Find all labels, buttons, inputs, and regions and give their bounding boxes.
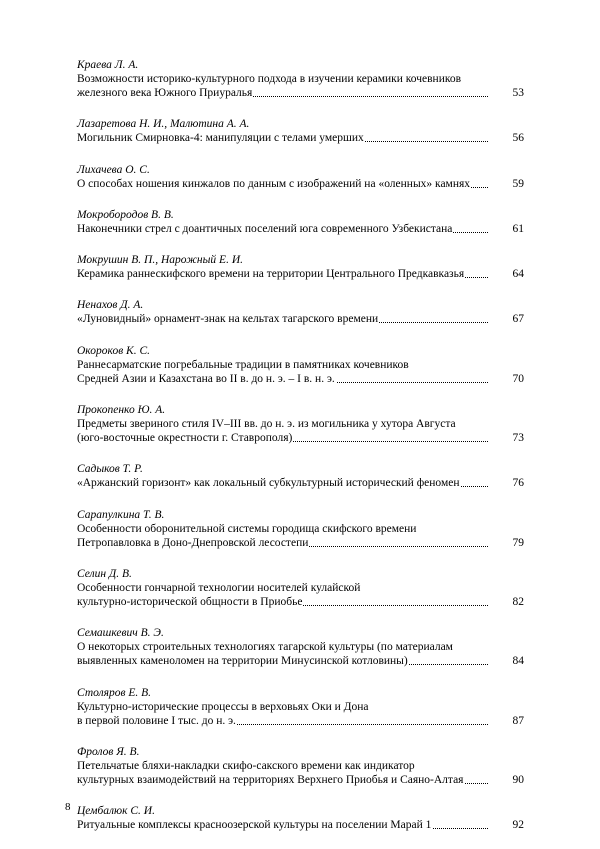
toc-title-text: культурно-исторической общности в Приобье xyxy=(77,595,303,608)
toc-page-number: 73 xyxy=(512,432,524,445)
page-number: 8 xyxy=(65,801,71,813)
toc-author: Фролов Я. В. xyxy=(77,745,140,758)
toc-title-text: О некоторых строительных технологиях тагарской культуры (по материалам xyxy=(77,641,453,654)
toc-entry xyxy=(77,298,524,326)
toc-page-number: 87 xyxy=(512,714,524,727)
toc-title-line xyxy=(77,417,524,431)
toc-page-number: 70 xyxy=(512,372,524,385)
toc-title-line xyxy=(77,222,524,236)
toc-entry xyxy=(77,208,524,236)
toc-title-line xyxy=(77,595,524,609)
toc-title-line xyxy=(77,581,524,595)
toc-author: Семашкевич В. Э. xyxy=(77,627,164,640)
toc-title-text: Возможности историко-культурного подхода в изучении керамики кочевников xyxy=(77,73,462,85)
toc-page-number: 84 xyxy=(512,655,524,668)
toc-title-line xyxy=(77,72,524,86)
toc-title-text: Раннесарматские погребальные традиции в памятниках кочевников xyxy=(77,358,409,371)
toc-title-text: «Аржанский горизонт» как локальный субкультурный исторический феномен xyxy=(77,477,460,490)
toc-title-text: в первой половине I тыс. до н. э. xyxy=(77,714,236,727)
toc-title-text: культурных взаимодействий на территориях Верхнего Приобья и Саяно-Алтая xyxy=(77,773,464,786)
toc-title-line xyxy=(77,714,524,728)
toc-title-text: (юго-восточные окрестности г. Ставрополя) xyxy=(77,432,293,445)
toc-author: Мокробородов В. В. xyxy=(77,208,174,221)
toc-entry xyxy=(77,117,524,145)
toc-page-number: 76 xyxy=(512,477,524,490)
toc-title-line xyxy=(77,773,524,787)
toc-title-text: Петропавловка в Доно-Днепровской лесостепи xyxy=(77,536,309,549)
toc-entry xyxy=(77,626,524,668)
toc-page-number: 61 xyxy=(512,222,524,235)
toc-title-text: Петельчатые бляхи-накладки скифо-сакского времени как индикатор xyxy=(77,759,415,772)
toc-title-line xyxy=(77,654,524,668)
toc-page-number: 82 xyxy=(512,595,524,608)
toc-title-line xyxy=(77,86,524,100)
toc-title-text: Культурно-исторические процессы в верховьях Оки и Дона xyxy=(77,700,369,713)
toc-entry xyxy=(77,253,524,281)
toc-entry xyxy=(77,403,524,445)
toc-page-number: 53 xyxy=(512,87,524,99)
toc-title-text: «Луновидный» орнамент-знак на кельтах тагарского времени xyxy=(77,313,379,326)
toc-author: Садыков Т. Р. xyxy=(77,463,143,476)
toc-title-line xyxy=(77,640,524,654)
toc-entry xyxy=(77,163,524,191)
toc-title-line xyxy=(77,177,524,191)
toc-page-number: 90 xyxy=(512,773,524,786)
toc-title-line xyxy=(77,700,524,714)
toc-title-text: Могильник Смирновка-4: манипуляции с телами умерших xyxy=(77,132,364,145)
toc-title-text: железного века Южного Приуралья xyxy=(77,87,253,99)
toc-title-line xyxy=(77,759,524,773)
toc-entry xyxy=(77,344,524,386)
toc-title-text: Особенности оборонительной системы городища скифского времени xyxy=(77,522,417,535)
toc-entry xyxy=(77,804,524,832)
toc-title-text: Средней Азии и Казахстана во II в. до н. э. – I в. н. э. xyxy=(77,372,335,385)
toc-title-text: Особенности гончарной технологии носителей кулайской xyxy=(77,581,361,594)
toc-title-text: Ритуальные комплексы красноозерской культуры на поселении Марай 1 xyxy=(77,819,432,832)
toc-page-number: 67 xyxy=(512,313,524,326)
toc-page-number: 64 xyxy=(512,268,524,281)
toc-title-line xyxy=(77,267,524,281)
toc-title-line xyxy=(77,358,524,372)
toc-title-line xyxy=(77,522,524,536)
toc-entry xyxy=(77,686,524,728)
toc-page-number: 59 xyxy=(512,177,524,190)
toc-title-line xyxy=(77,372,524,386)
toc-title-line xyxy=(77,312,524,326)
toc-title-line xyxy=(77,476,524,490)
toc-author: Лазаретова Н. И., Малютина А. А. xyxy=(77,118,250,131)
toc-author: Селин Д. В. xyxy=(77,567,132,580)
toc-entry xyxy=(77,745,524,787)
toc-title-text: выявленных каменоломен на территории Минусинской котловины) xyxy=(77,655,408,668)
toc-author: Ненахов Д. А. xyxy=(77,299,144,312)
toc-author: Прокопенко Ю. А. xyxy=(77,404,166,417)
toc-title-line xyxy=(77,536,524,550)
toc-author: Окороков К. С. xyxy=(77,344,150,357)
table-of-contents xyxy=(77,58,524,849)
toc-entry xyxy=(77,508,524,550)
toc-entry xyxy=(77,462,524,490)
toc-author: Столяров Е. В. xyxy=(77,686,152,699)
toc-page-number: 56 xyxy=(512,132,524,145)
toc-author: Мокрушин В. П., Нарожный Е. И. xyxy=(77,254,244,267)
toc-title-text: Предметы звериного стиля IV–III вв. до н. э. из могильника у хутора Августа xyxy=(77,418,456,431)
toc-entry xyxy=(77,567,524,609)
toc-title-line xyxy=(77,431,524,445)
toc-author: Цембалюк С. И. xyxy=(77,805,155,818)
toc-title-text: Наконечники стрел с доантичных поселений юга современного Узбекистана xyxy=(77,222,453,235)
toc-title-line xyxy=(77,131,524,145)
toc-author: Краева Л. А. xyxy=(77,59,139,71)
toc-title-text: О способах ношения кинжалов по данным с изображений на «оленных» камнях xyxy=(77,177,471,190)
toc-page-number: 92 xyxy=(512,819,524,832)
toc-page-number: 79 xyxy=(512,536,524,549)
toc-title-text: Керамика раннескифского времени на территории Центрального Предкавказья xyxy=(77,268,465,281)
toc-entry xyxy=(77,58,524,100)
toc-author: Сарапулкина Т. В. xyxy=(77,508,165,521)
toc-title-line xyxy=(77,818,524,832)
toc-author: Лихачева О. С. xyxy=(77,163,150,176)
